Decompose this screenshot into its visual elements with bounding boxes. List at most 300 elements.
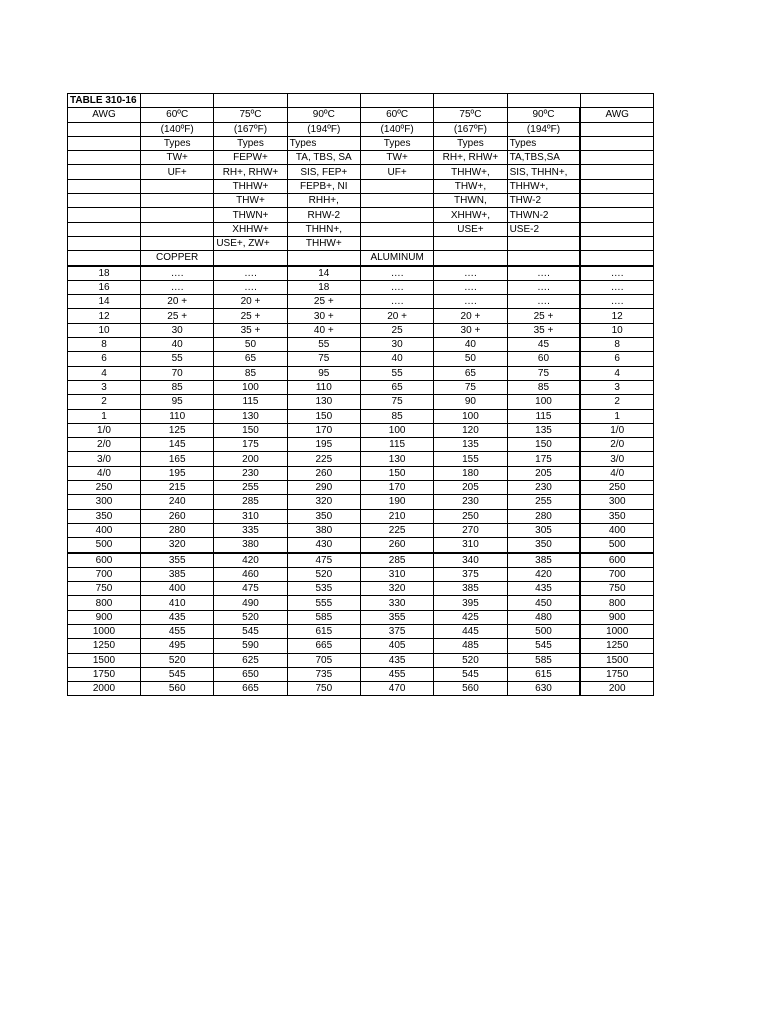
header-cell: (194ºF)	[507, 122, 580, 136]
ampacity-cell: 30 +	[287, 309, 360, 323]
awg-header-cell	[68, 165, 141, 179]
ampacity-cell: 130	[360, 452, 433, 466]
title-blank-cell	[287, 94, 360, 108]
ampacity-cell: 385	[141, 567, 214, 581]
awg-size-cell-right: 200	[580, 682, 653, 696]
header-cell: SIS, FEP+	[287, 165, 360, 179]
awg-size-cell-right: ….	[580, 295, 653, 309]
ampacity-cell: 560	[434, 682, 507, 696]
ampacity-cell: 450	[507, 596, 580, 610]
awg-size-cell-right: 6	[580, 352, 653, 366]
ampacity-cell: 545	[141, 667, 214, 681]
table-row	[68, 509, 654, 523]
awg-header-cell: AWG	[580, 108, 653, 122]
ampacity-cell: 665	[214, 682, 287, 696]
header-cell: THHN+,	[287, 222, 360, 236]
awg-header-cell	[68, 136, 141, 150]
ampacity-cell: ….	[214, 280, 287, 294]
table-row	[68, 380, 654, 394]
ampacity-cell: 225	[360, 523, 433, 537]
ampacity-cell: 330	[360, 596, 433, 610]
ampacity-cell: 50	[214, 338, 287, 352]
ampacity-cell: 150	[360, 466, 433, 480]
ampacity-cell: 110	[287, 380, 360, 394]
awg-size-cell-right: 300	[580, 495, 653, 509]
ampacity-cell: 75	[434, 380, 507, 394]
ampacity-cell: 380	[287, 523, 360, 537]
ampacity-cell: 410	[141, 596, 214, 610]
ampacity-cell: 25 +	[507, 309, 580, 323]
ampacity-cell: 255	[214, 481, 287, 495]
ampacity-cell: 20 +	[141, 295, 214, 309]
awg-header-cell	[580, 122, 653, 136]
awg-header-cell	[580, 151, 653, 165]
ampacity-cell: 310	[214, 509, 287, 523]
ampacity-cell: 18	[287, 280, 360, 294]
awg-size-cell-right: 4	[580, 366, 653, 380]
ampacity-cell: ….	[434, 295, 507, 309]
ampacity-cell: 305	[507, 523, 580, 537]
header-cell	[214, 251, 287, 266]
header-row	[68, 222, 654, 236]
header-cell: 75ºC	[214, 108, 287, 122]
ampacity-cell: 615	[507, 667, 580, 681]
ampacity-cell: 445	[434, 624, 507, 638]
ampacity-cell: 14	[287, 266, 360, 281]
ampacity-cell: 155	[434, 452, 507, 466]
title-blank-cell	[360, 94, 433, 108]
ampacity-cell: ….	[507, 266, 580, 281]
ampacity-cell: 520	[214, 610, 287, 624]
awg-size-cell-right: ….	[580, 280, 653, 294]
ampacity-cell: 85	[507, 380, 580, 394]
ampacity-cell: 20 +	[360, 309, 433, 323]
awg-size-cell-right: 4/0	[580, 466, 653, 480]
ampacity-cell: 270	[434, 523, 507, 537]
ampacity-cell: 420	[214, 553, 287, 568]
awg-size-cell: 3	[68, 380, 141, 394]
ampacity-cell: 145	[141, 438, 214, 452]
ampacity-cell: 545	[214, 624, 287, 638]
header-cell: XHHW+	[214, 222, 287, 236]
ampacity-cell: 40	[434, 338, 507, 352]
ampacity-cell: 250	[434, 509, 507, 523]
awg-header-cell	[580, 251, 653, 266]
awg-size-cell-right: 3	[580, 380, 653, 394]
header-cell: Types	[507, 136, 580, 150]
header-cell	[507, 251, 580, 266]
header-cell	[360, 236, 433, 250]
awg-size-cell-right: 1250	[580, 639, 653, 653]
awg-size-cell-right: 750	[580, 582, 653, 596]
ampacity-cell: 25 +	[141, 309, 214, 323]
header-cell: RHH+,	[287, 194, 360, 208]
ampacity-cell: 555	[287, 596, 360, 610]
ampacity-cell: 70	[141, 366, 214, 380]
ampacity-cell: 375	[360, 624, 433, 638]
ampacity-cell: 35 +	[214, 323, 287, 337]
ampacity-cell: 350	[287, 509, 360, 523]
ampacity-cell: 290	[287, 481, 360, 495]
ampacity-cell: 150	[287, 409, 360, 423]
ampacity-cell: 195	[287, 438, 360, 452]
table-row	[68, 523, 654, 537]
ampacity-cell: 25 +	[214, 309, 287, 323]
ampacity-cell: ….	[360, 280, 433, 294]
ampacity-cell: 615	[287, 624, 360, 638]
awg-size-cell-right: 12	[580, 309, 653, 323]
ampacity-cell: 100	[360, 423, 433, 437]
table-row	[68, 395, 654, 409]
awg-size-cell-right: 900	[580, 610, 653, 624]
ampacity-cell: 545	[434, 667, 507, 681]
header-row	[68, 165, 654, 179]
awg-size-cell-right: 700	[580, 567, 653, 581]
awg-size-cell: 900	[68, 610, 141, 624]
table-row	[68, 452, 654, 466]
header-cell: Types	[434, 136, 507, 150]
header-cell	[360, 222, 433, 236]
awg-header-cell	[580, 236, 653, 250]
ampacity-cell: 215	[141, 481, 214, 495]
header-row	[68, 236, 654, 250]
awg-size-cell-right: 800	[580, 596, 653, 610]
ampacity-cell: 485	[434, 639, 507, 653]
ampacity-cell: 100	[214, 380, 287, 394]
table-row	[68, 266, 654, 281]
header-cell	[141, 236, 214, 250]
ampacity-cell: 165	[141, 452, 214, 466]
ampacity-cell: 355	[360, 610, 433, 624]
ampacity-cell: 115	[214, 395, 287, 409]
header-cell: RH+, RHW+	[434, 151, 507, 165]
ampacity-cell: 95	[141, 395, 214, 409]
ampacity-cell: ….	[141, 266, 214, 281]
header-cell: TW+	[141, 151, 214, 165]
header-cell: RH+, RHW+	[214, 165, 287, 179]
ampacity-cell: 435	[141, 610, 214, 624]
ampacity-cell: 260	[360, 538, 433, 553]
ampacity-cell: 480	[507, 610, 580, 624]
awg-size-cell: 4/0	[68, 466, 141, 480]
header-cell: (194ºF)	[287, 122, 360, 136]
awg-size-cell: 12	[68, 309, 141, 323]
ampacity-cell: 25 +	[287, 295, 360, 309]
ampacity-cell: 385	[507, 553, 580, 568]
header-cell: THWN,	[434, 194, 507, 208]
ampacity-cell: 625	[214, 653, 287, 667]
ampacity-cell: 100	[507, 395, 580, 409]
ampacity-cell: 520	[434, 653, 507, 667]
ampacity-cell: 475	[214, 582, 287, 596]
awg-size-cell: 1250	[68, 639, 141, 653]
ampacity-cell: 280	[141, 523, 214, 537]
table-row	[68, 624, 654, 638]
ampacity-cell: 205	[507, 466, 580, 480]
header-cell: (167ºF)	[434, 122, 507, 136]
header-row	[68, 108, 654, 122]
header-cell	[434, 251, 507, 266]
ampacity-cell: 180	[434, 466, 507, 480]
ampacity-cell: 560	[141, 682, 214, 696]
header-row	[68, 151, 654, 165]
ampacity-cell: 30 +	[434, 323, 507, 337]
header-cell: THW+	[214, 194, 287, 208]
title-blank-cell	[507, 94, 580, 108]
ampacity-cell: 285	[360, 553, 433, 568]
title-row	[68, 94, 654, 108]
ampacity-cell: 130	[214, 409, 287, 423]
title-blank-cell	[141, 94, 214, 108]
awg-size-cell: 700	[68, 567, 141, 581]
header-cell: COPPER	[141, 251, 214, 266]
ampacity-cell: 60	[507, 352, 580, 366]
ampacity-cell: 310	[360, 567, 433, 581]
ampacity-cell: 85	[360, 409, 433, 423]
table-title: TABLE 310-16	[68, 94, 141, 108]
table-row	[68, 553, 654, 568]
awg-header-cell: AWG	[68, 108, 141, 122]
header-cell	[434, 236, 507, 250]
ampacity-cell: 150	[507, 438, 580, 452]
header-cell: RHW-2	[287, 208, 360, 222]
header-cell: FEPW+	[214, 151, 287, 165]
ampacity-cell: 545	[507, 639, 580, 653]
table-row	[68, 352, 654, 366]
ampacity-cell: 135	[507, 423, 580, 437]
awg-size-cell: 2	[68, 395, 141, 409]
table-row	[68, 466, 654, 480]
ampacity-cell: 195	[141, 466, 214, 480]
header-cell: USE+	[434, 222, 507, 236]
header-cell	[141, 208, 214, 222]
table-row	[68, 567, 654, 581]
ampacity-cell: ….	[360, 266, 433, 281]
header-cell: Types	[360, 136, 433, 150]
ampacity-cell: 120	[434, 423, 507, 437]
awg-size-cell: 350	[68, 509, 141, 523]
ampacity-cell: 520	[141, 653, 214, 667]
ampacity-cell: 200	[214, 452, 287, 466]
ampacity-cell: 190	[360, 495, 433, 509]
table-row	[68, 481, 654, 495]
ampacity-cell: ….	[507, 295, 580, 309]
table-row	[68, 295, 654, 309]
ampacity-cell: 320	[360, 582, 433, 596]
awg-size-cell: 750	[68, 582, 141, 596]
ampacity-cell: 35 +	[507, 323, 580, 337]
header-row	[68, 122, 654, 136]
awg-header-cell	[68, 122, 141, 136]
ampacity-cell: 430	[287, 538, 360, 553]
header-cell: XHHW+,	[434, 208, 507, 222]
ampacity-cell: 75	[360, 395, 433, 409]
awg-size-cell: 1	[68, 409, 141, 423]
ampacity-table	[67, 93, 654, 696]
ampacity-cell: 585	[507, 653, 580, 667]
awg-size-cell: 6	[68, 352, 141, 366]
header-cell: THHW+,	[434, 165, 507, 179]
header-cell: THW-2	[507, 194, 580, 208]
ampacity-cell: 205	[434, 481, 507, 495]
header-cell: (140ºF)	[360, 122, 433, 136]
awg-size-cell: 8	[68, 338, 141, 352]
title-blank-cell	[580, 94, 653, 108]
awg-header-cell	[68, 208, 141, 222]
awg-header-cell	[68, 236, 141, 250]
ampacity-cell: 435	[360, 653, 433, 667]
awg-size-cell-right: 350	[580, 509, 653, 523]
header-row	[68, 208, 654, 222]
awg-size-cell: 1750	[68, 667, 141, 681]
awg-size-cell-right: 1750	[580, 667, 653, 681]
ampacity-cell: 355	[141, 553, 214, 568]
ampacity-cell: 170	[360, 481, 433, 495]
table-row	[68, 538, 654, 553]
awg-header-cell	[580, 179, 653, 193]
ampacity-cell: 125	[141, 423, 214, 437]
ampacity-cell: 135	[434, 438, 507, 452]
ampacity-cell: ….	[434, 266, 507, 281]
ampacity-cell: 665	[287, 639, 360, 653]
awg-size-cell-right: 10	[580, 323, 653, 337]
ampacity-cell: ….	[507, 280, 580, 294]
table-row	[68, 338, 654, 352]
awg-size-cell-right: 500	[580, 538, 653, 553]
ampacity-cell: 55	[287, 338, 360, 352]
header-cell: Types	[141, 136, 214, 150]
table-row	[68, 323, 654, 337]
ampacity-cell: 395	[434, 596, 507, 610]
awg-size-cell: 4	[68, 366, 141, 380]
ampacity-cell: 90	[434, 395, 507, 409]
awg-header-cell	[68, 222, 141, 236]
header-cell	[360, 208, 433, 222]
title-blank-cell	[434, 94, 507, 108]
table-row	[68, 582, 654, 596]
header-cell: TA,TBS,SA	[507, 151, 580, 165]
header-cell: THHW+	[214, 179, 287, 193]
awg-size-cell-right: 3/0	[580, 452, 653, 466]
header-cell: 60ºC	[360, 108, 433, 122]
ampacity-cell: 30	[360, 338, 433, 352]
awg-size-cell: 18	[68, 266, 141, 281]
header-cell	[360, 179, 433, 193]
ampacity-cell: 115	[507, 409, 580, 423]
ampacity-cell: 45	[507, 338, 580, 352]
awg-header-cell	[68, 251, 141, 266]
table-row	[68, 309, 654, 323]
ampacity-cell: 150	[214, 423, 287, 437]
awg-header-cell	[580, 136, 653, 150]
ampacity-cell: 490	[214, 596, 287, 610]
header-cell	[507, 236, 580, 250]
ampacity-cell: 230	[214, 466, 287, 480]
table-row	[68, 409, 654, 423]
header-cell	[141, 194, 214, 208]
ampacity-cell: 455	[360, 667, 433, 681]
ampacity-cell: 375	[434, 567, 507, 581]
ampacity-cell: ….	[214, 266, 287, 281]
header-cell: TW+	[360, 151, 433, 165]
header-cell: THHW+	[287, 236, 360, 250]
ampacity-cell: 380	[214, 538, 287, 553]
header-cell: TA, TBS, SA	[287, 151, 360, 165]
ampacity-cell: 20 +	[434, 309, 507, 323]
ampacity-cell: 225	[287, 452, 360, 466]
ampacity-cell: 280	[507, 509, 580, 523]
ampacity-cell: 85	[214, 366, 287, 380]
ampacity-cell: 400	[141, 582, 214, 596]
ampacity-cell: 95	[287, 366, 360, 380]
ampacity-cell: 750	[287, 682, 360, 696]
ampacity-cell: 475	[287, 553, 360, 568]
awg-size-cell-right: 600	[580, 553, 653, 568]
header-cell: 90ºC	[507, 108, 580, 122]
awg-header-cell	[68, 194, 141, 208]
header-cell: Types	[287, 136, 360, 150]
ampacity-cell: 520	[287, 567, 360, 581]
ampacity-cell: 535	[287, 582, 360, 596]
header-cell: ALUMINUM	[360, 251, 433, 266]
awg-size-cell-right: 400	[580, 523, 653, 537]
ampacity-cell: 590	[214, 639, 287, 653]
awg-header-cell	[68, 179, 141, 193]
ampacity-cell: 130	[287, 395, 360, 409]
ampacity-cell: 230	[434, 495, 507, 509]
ampacity-cell: 340	[434, 553, 507, 568]
awg-size-cell-right: 2	[580, 395, 653, 409]
header-cell	[287, 251, 360, 266]
header-cell: THHW+,	[507, 179, 580, 193]
ampacity-cell: 320	[287, 495, 360, 509]
ampacity-cell: 460	[214, 567, 287, 581]
ampacity-cell: 735	[287, 667, 360, 681]
awg-size-cell: 2000	[68, 682, 141, 696]
ampacity-cell: 40 +	[287, 323, 360, 337]
ampacity-cell: 500	[507, 624, 580, 638]
ampacity-cell: 350	[507, 538, 580, 553]
awg-header-cell	[580, 222, 653, 236]
ampacity-cell: ….	[434, 280, 507, 294]
header-cell: THWN+	[214, 208, 287, 222]
ampacity-cell: 40	[360, 352, 433, 366]
ampacity-cell: 585	[287, 610, 360, 624]
awg-size-cell-right: 1000	[580, 624, 653, 638]
ampacity-cell: 75	[287, 352, 360, 366]
header-row	[68, 194, 654, 208]
awg-size-cell: 16	[68, 280, 141, 294]
header-cell: UF+	[360, 165, 433, 179]
ampacity-cell: 65	[214, 352, 287, 366]
awg-size-cell: 1/0	[68, 423, 141, 437]
ampacity-cell: 175	[214, 438, 287, 452]
awg-size-cell-right: 8	[580, 338, 653, 352]
awg-size-cell: 2/0	[68, 438, 141, 452]
ampacity-cell: 405	[360, 639, 433, 653]
ampacity-cell: 335	[214, 523, 287, 537]
awg-size-cell-right: 250	[580, 481, 653, 495]
awg-size-cell-right: ….	[580, 266, 653, 281]
ampacity-cell: ….	[360, 295, 433, 309]
header-cell: FEPB+, NI	[287, 179, 360, 193]
ampacity-cell: 175	[507, 452, 580, 466]
ampacity-cell: 650	[214, 667, 287, 681]
header-cell: USE-2	[507, 222, 580, 236]
ampacity-cell: 210	[360, 509, 433, 523]
awg-header-cell	[580, 208, 653, 222]
awg-size-cell-right: 1500	[580, 653, 653, 667]
